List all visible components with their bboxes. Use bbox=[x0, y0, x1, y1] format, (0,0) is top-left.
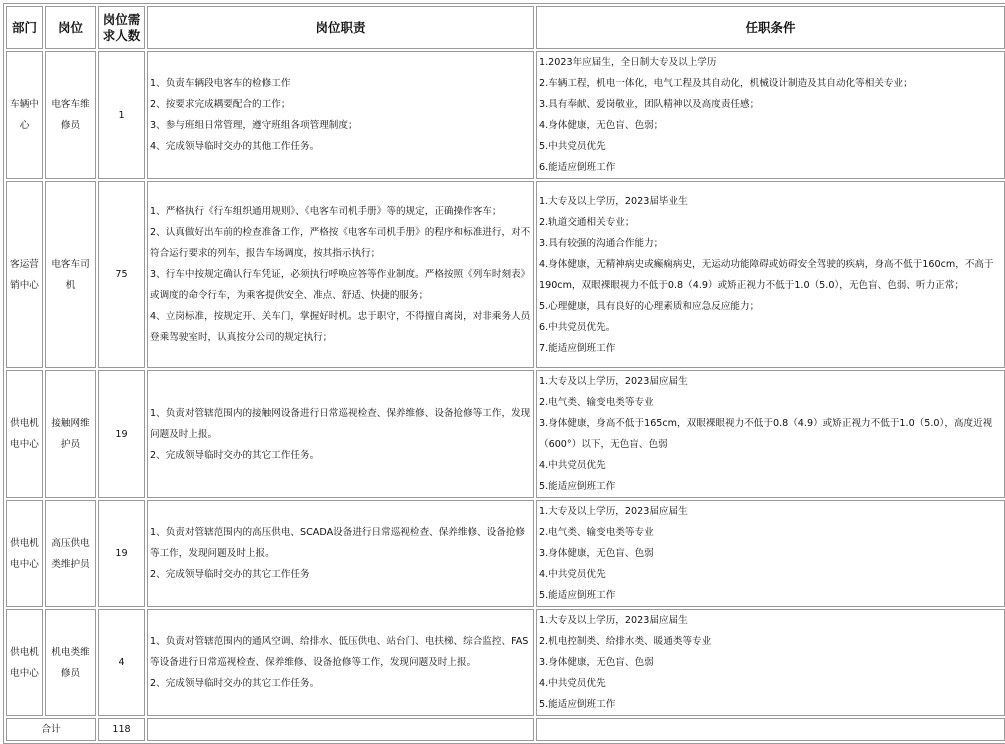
requirement-line: 2.车辆工程，机电一体化，电气工程及其自动化，机械设计制造及其自动化等相关专业； bbox=[539, 78, 913, 89]
position-cell: 接触网维护员 bbox=[45, 370, 96, 498]
table-row bbox=[6, 51, 1005, 179]
dept-cell: 车辆中心 bbox=[6, 51, 43, 179]
requirement-line: 4.中共党员优先 bbox=[539, 460, 606, 471]
duty-line: 1、负责车辆段电客车的检修工作 bbox=[150, 78, 291, 89]
count-cell: 1 bbox=[98, 51, 145, 179]
dept-cell: 供电机电中心 bbox=[6, 370, 43, 498]
requirement-line: 4.中共党员优先 bbox=[539, 678, 606, 689]
requirement-line: 3.身体健康，身高不低于165cm，双眼裸眼视力不低于0.8（4.9）或矫正视力不低于1.0（5.0），高度近视（600°）以下，无色盲、色弱 bbox=[539, 418, 993, 450]
duty-line: 3、行车中按规定确认行车凭证，必须执行呼唤应答等作业制度。严格按照《列车时刻表》或调度的命令行车，为乘客提供安全、准点、舒适、快捷的服务； bbox=[150, 269, 531, 301]
duty-line: 4、立岗标准，按规定开、关车门，掌握好时机。忠于职守，不得擅自离岗，对非乘务人员登乘驾驶室时，认真按分公司的规定执行； bbox=[150, 311, 531, 343]
requirement-line: 5.能适应倒班工作 bbox=[539, 699, 616, 710]
table-row bbox=[6, 609, 1005, 716]
duties-cell bbox=[147, 370, 534, 498]
count-cell: 19 bbox=[98, 500, 145, 607]
table-row bbox=[6, 500, 1005, 607]
duties-cell bbox=[147, 181, 534, 368]
requirement-line: 7.能适应倒班工作 bbox=[539, 342, 616, 354]
requirement-line: 3.身体健康，无色盲、色弱 bbox=[539, 657, 654, 668]
duties-cell bbox=[147, 51, 534, 179]
requirement-line: 4.中共党员优先 bbox=[539, 569, 606, 580]
requirement-line: 1.大专及以上学历，2023届应届生 bbox=[539, 615, 688, 626]
duty-line: 2、按要求完成耦要配合的工作； bbox=[150, 99, 291, 110]
duty-line: 1、负责对管辖范围内的接触网设备进行日常巡视检查、保养维修、设备抢修等工作，发现问题及时上报。 bbox=[150, 407, 531, 440]
duty-line: 2、完成领导临时交办的其它工作任务。 bbox=[150, 449, 320, 461]
requirement-line: 5.能适应倒班工作 bbox=[539, 481, 616, 492]
requirement-line: 2.机电控制类、给排水类、暖通类等专业 bbox=[539, 636, 712, 647]
dept-cell: 供电机电中心 bbox=[6, 500, 43, 607]
requirement-line: 1.大专及以上学历，2023届应届生 bbox=[539, 506, 688, 517]
requirement-line: 1.大专及以上学历，2023届毕业生 bbox=[539, 195, 688, 207]
duty-line: 1、严格执行《行车组织通用规则》、《电客车司机手册》等的规定，正确操作客车； bbox=[150, 206, 502, 217]
requirement-line: 1.2023年应届生，全日制大专及以上学历 bbox=[539, 57, 717, 68]
count-cell: 4 bbox=[98, 609, 145, 716]
requirement-line: 5.能适应倒班工作 bbox=[539, 590, 616, 601]
count-cell: 19 bbox=[98, 370, 145, 498]
header-dept: 部门 bbox=[6, 6, 43, 49]
requirement-line: 6.中共党员优先。 bbox=[539, 321, 616, 333]
header-count: 岗位需求人数 bbox=[98, 6, 145, 49]
duty-line: 3、参与班组日常管理，遵守班组各项管理制度； bbox=[150, 120, 358, 131]
requirement-line: 3.身体健康，无色盲、色弱 bbox=[539, 548, 654, 559]
requirement-line: 2.电气类、输变电类等专业 bbox=[539, 527, 654, 538]
requirement-line: 3.具有奉献、爱岗敬业，团队精神以及高度责任感； bbox=[539, 99, 760, 110]
duty-line: 2、认真做好出车前的检查准备工作，严格按《电客车司机手册》的程序和标准进行，对不符合运行要求的列车，报告车场调度，按其指示执行； bbox=[150, 227, 531, 259]
duty-line: 4、完成领导临时交办的其他工作任务。 bbox=[150, 141, 320, 152]
requirement-line: 5.心理健康，具有良好的心理素质和应急反应能力； bbox=[539, 300, 760, 312]
total-row bbox=[6, 718, 1005, 741]
total-empty-duties bbox=[147, 718, 534, 741]
requirements-cell bbox=[536, 500, 1005, 607]
count-cell: 75 bbox=[98, 181, 145, 368]
recruitment-table bbox=[3, 3, 1005, 744]
requirements-cell bbox=[536, 51, 1005, 179]
duties-cell bbox=[147, 609, 534, 716]
header-requirements: 任职条件 bbox=[536, 6, 1005, 49]
requirements-cell bbox=[536, 609, 1005, 716]
requirements-cell bbox=[536, 181, 1005, 368]
requirement-line: 4.身体健康，无色盲、色弱； bbox=[539, 120, 664, 131]
dept-cell: 客运营销中心 bbox=[6, 181, 43, 368]
duty-line: 1、负责对管辖范围内的高压供电、SCADA设备进行日常巡视检查、保养维修、设备抢修等工作，发现问题及时上报。 bbox=[150, 527, 526, 559]
position-cell: 机电类维修员 bbox=[45, 609, 96, 716]
requirement-line: 1.大专及以上学历，2023届应届生 bbox=[539, 376, 688, 387]
table-row bbox=[6, 181, 1005, 368]
duty-line: 2、完成领导临时交办的其它工作任务 bbox=[150, 569, 310, 580]
position-cell: 高压供电类维护员 bbox=[45, 500, 96, 607]
requirement-line: 6.能适应倒班工作 bbox=[539, 162, 616, 173]
header-position: 岗位 bbox=[45, 6, 96, 49]
duties-cell bbox=[147, 500, 534, 607]
total-count: 118 bbox=[98, 718, 145, 741]
table-header-row bbox=[6, 6, 1005, 49]
header-duties: 岗位职责 bbox=[147, 6, 534, 49]
position-cell: 电客车司机 bbox=[45, 181, 96, 368]
requirement-line: 2.轨道交通相关专业； bbox=[539, 216, 635, 228]
requirement-line: 2.电气类、输变电类等专业 bbox=[539, 397, 654, 408]
total-label: 合计 bbox=[6, 718, 96, 741]
total-empty-requirements bbox=[536, 718, 1005, 741]
requirement-line: 5.中共党员优先 bbox=[539, 141, 606, 152]
duty-line: 1、负责对管辖范围内的通风空调、给排水、低压供电、站台门、电扶梯、综合监控、FAS等设备进行日常巡视检查、保养维修、设备抢修等工作，发现问题及时上报。 bbox=[150, 636, 529, 668]
requirement-line: 3.具有较强的沟通合作能力； bbox=[539, 237, 664, 249]
position-cell: 电客车维修员 bbox=[45, 51, 96, 179]
table-row bbox=[6, 370, 1005, 498]
requirement-line: 4.身体健康，无精神病史或癫痫病史，无运动功能障碍或妨碍安全驾驶的疾病，身高不低于160cm，不高于190cm，双眼裸眼视力不低于0.8（4.9）或矫正视力不低于1.0（5.0），无色盲、色弱、听力正常； bbox=[539, 258, 994, 291]
dept-cell: 供电机电中心 bbox=[6, 609, 43, 716]
duty-line: 2、完成领导临时交办的其它工作任务。 bbox=[150, 678, 320, 689]
requirements-cell bbox=[536, 370, 1005, 498]
